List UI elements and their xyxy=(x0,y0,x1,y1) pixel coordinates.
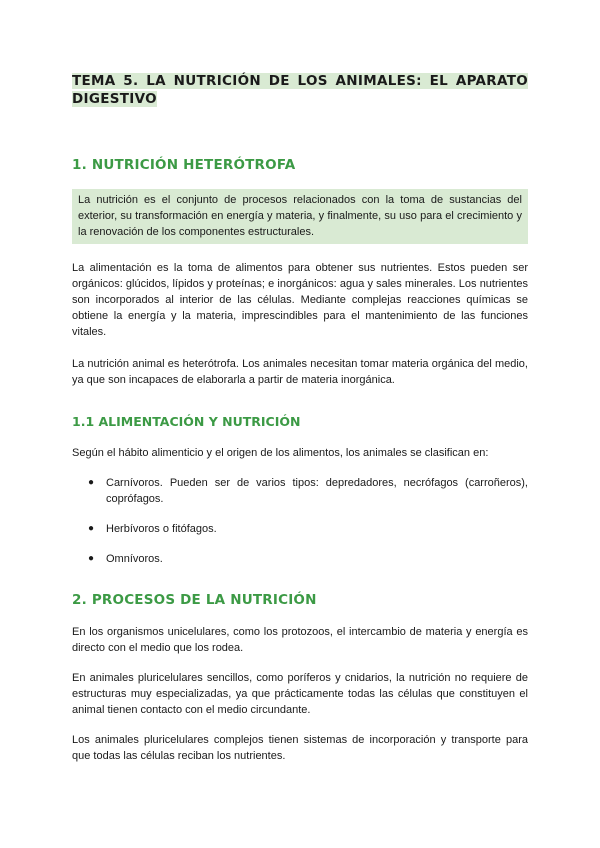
list-item-herbivoros xyxy=(72,521,528,537)
bullet-icon: ● xyxy=(88,523,95,534)
bullet-icon: ● xyxy=(88,477,95,488)
definition-box: La nutrición es el conjunto de procesos relacionados con la toma de sustancias del exterior, su transformación en energía y materia, y finalmente, su uso para el crecimiento y la renovación de los componentes estructurales. xyxy=(72,189,528,244)
section-1-paragraph-1: La alimentación es la toma de alimentos para obtener sus nutrientes. Estos pueden ser orgánicos: glúcidos, lípidos y proteínas; e inorgánicos: agua y sales minerales. Los nutrientes son incorporados al interior de las células. Mediante complejas reacciones químicas se obtiene la energía y la materia, imprescindibles para el mantenimiento de las funciones vitales. xyxy=(72,262,528,338)
section-1-heading: 1. NUTRICIÓN HETERÓTROFA xyxy=(72,157,296,173)
list-item-carnivoros xyxy=(72,475,528,507)
document-page xyxy=(72,72,528,764)
section-2-paragraph-1: En los organismos unicelulares, como los protozoos, el intercambio de materia y energía es directo con el medio que los rodea. xyxy=(72,626,528,654)
section-2-paragraph-2: En animales pluricelulares sencillos, como poríferos y cnidarios, la nutrición no requiere de estructuras muy especializadas, ya que prácticamente todas las células que constituyen el animal tienen contacto con el medio circundante. xyxy=(72,672,528,716)
bullet-icon: ● xyxy=(88,553,95,564)
section-1-paragraph-2: La nutrición animal es heterótrofa. Los animales necesitan tomar materia orgánica del medio, ya que son incapaces de elaborarla a partir de materia inorgánica. xyxy=(72,358,528,386)
section-1-1-intro: Según el hábito alimenticio y el origen de los alimentos, los animales se clasifican en: xyxy=(72,447,489,459)
section-2-paragraph-3: Los animales pluricelulares complejos tienen sistemas de incorporación y transporte para que todas las células reciban los nutrientes. xyxy=(72,734,528,762)
list-item-text: Carnívoros. Pueden ser de varios tipos: depredadores, necrófagos (carroñeros), coprófagos. xyxy=(106,477,528,505)
list-item-text: Herbívoros o fitófagos. xyxy=(106,523,217,535)
section-1-1-heading: 1.1 ALIMENTACIÓN Y NUTRICIÓN xyxy=(72,414,301,429)
document-title-text: TEMA 5. LA NUTRICIÓN DE LOS ANIMALES: EL APARATO DIGESTIVO xyxy=(72,73,528,107)
document-title xyxy=(72,72,528,108)
animal-classification-list xyxy=(72,475,528,567)
list-item-omnivoros xyxy=(72,551,528,567)
section-2-heading: 2. PROCESOS DE LA NUTRICIÓN xyxy=(72,592,317,608)
list-item-text: Omnívoros. xyxy=(106,553,163,565)
